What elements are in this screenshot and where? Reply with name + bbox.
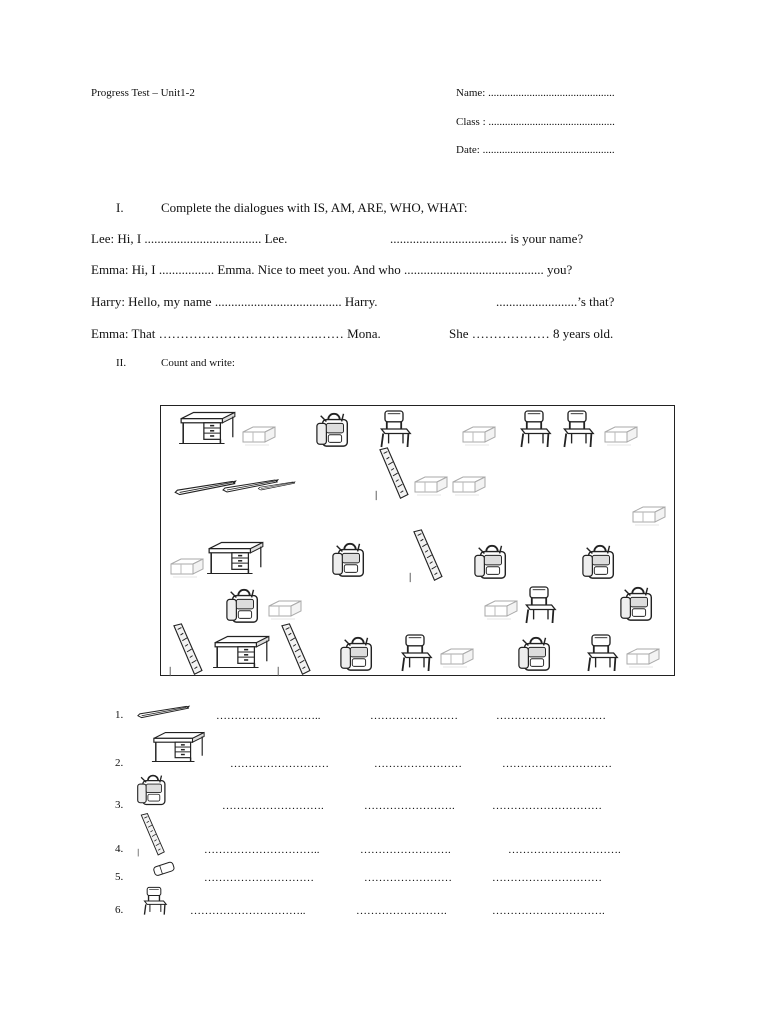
chair-icon xyxy=(559,408,595,450)
schoolbag-icon xyxy=(331,540,369,580)
eraser-icon xyxy=(437,646,477,668)
answer-5-blank-1[interactable]: ………………………… xyxy=(204,872,314,884)
class-field[interactable]: Class : .............................................. xyxy=(456,116,615,128)
ruler-icon xyxy=(407,528,447,584)
schoolbag-icon xyxy=(339,634,377,674)
eraser-icon xyxy=(629,504,669,526)
answer-4-blank-1[interactable]: ………………………….. xyxy=(204,844,320,856)
answer-number-4: 4. xyxy=(115,843,124,855)
answer-2-blank-1[interactable]: ……………………… xyxy=(230,758,329,770)
schoolbag-icon xyxy=(619,584,657,624)
desk-icon xyxy=(150,730,208,766)
answer-1-blank-3[interactable]: ………………………… xyxy=(496,710,606,722)
eraser-icon xyxy=(239,424,279,446)
name-field[interactable]: Name: .............................................. xyxy=(456,87,615,99)
eraser-icon xyxy=(449,474,489,496)
desk-icon xyxy=(211,634,273,672)
ruler-icon xyxy=(275,622,315,678)
section2-heading: Count and write: xyxy=(161,357,235,369)
chair-icon xyxy=(583,632,619,674)
pencil-icon xyxy=(136,704,192,720)
ruler-icon xyxy=(167,622,207,678)
answer-number-2: 2. xyxy=(115,757,124,769)
schoolbag-icon xyxy=(473,542,511,582)
chair-icon xyxy=(521,584,557,626)
answer-6-blank-2[interactable]: ……………………. xyxy=(356,905,447,917)
ruler-icon xyxy=(134,812,170,858)
ruler-icon xyxy=(373,446,413,502)
answer-number-5: 5. xyxy=(115,871,124,883)
dialogue-line-1a: Lee: Hi, I .................................... Lee. xyxy=(91,231,288,246)
eraser-icon xyxy=(411,474,451,496)
pencil-icon xyxy=(257,478,297,494)
dialogue-line-4b: She ……………… 8 years old. xyxy=(449,326,614,341)
test-title: Progress Test – Unit1-2 xyxy=(91,87,195,99)
eraser-icon xyxy=(601,424,641,446)
section1-heading: Complete the dialogues with IS, AM, ARE, WHO, WHAT: xyxy=(161,200,468,215)
answer-2-blank-3[interactable]: ………………………… xyxy=(502,758,612,770)
chair-icon xyxy=(397,632,433,674)
schoolbag-icon xyxy=(225,586,263,626)
answer-2-blank-2[interactable]: …………………… xyxy=(374,758,462,770)
chair-icon xyxy=(140,886,168,916)
eraser-icon xyxy=(150,860,180,878)
eraser-icon xyxy=(481,598,521,620)
answer-3-blank-1[interactable]: ………………………. xyxy=(222,800,324,812)
dialogue-line-3a: Harry: Hello, my name ....................................... Harry. xyxy=(91,294,378,309)
eraser-icon xyxy=(167,556,207,578)
eraser-icon xyxy=(623,646,663,668)
answer-1-blank-2[interactable]: …………………… xyxy=(370,710,458,722)
answer-5-blank-2[interactable]: …………………… xyxy=(364,872,452,884)
desk-icon xyxy=(205,540,267,578)
dialogue-line-1b: .................................... is your name? xyxy=(390,231,584,246)
schoolbag-icon xyxy=(315,410,353,450)
answer-number-6: 6. xyxy=(115,904,124,916)
answer-number-1: 1. xyxy=(115,709,124,721)
schoolbag-icon xyxy=(581,542,619,582)
answer-4-blank-2[interactable]: ……………………. xyxy=(360,844,451,856)
schoolbag-icon xyxy=(136,772,170,808)
dialogue-line-3b: .........................’s that? xyxy=(496,294,615,309)
date-field[interactable]: Date: ................................................ xyxy=(456,144,615,156)
answer-number-3: 3. xyxy=(115,799,124,811)
answer-3-blank-2[interactable]: ……………………. xyxy=(364,800,455,812)
dialogue-line-2: Emma: Hi, I ................. Emma. Nice to meet you. And who ........................................... you? xyxy=(91,262,573,277)
count-picture-frame xyxy=(160,405,675,676)
answer-5-blank-3[interactable]: ………………………… xyxy=(492,872,602,884)
answer-1-blank-1[interactable]: ……………………….. xyxy=(216,710,321,722)
dialogue-line-4a: Emma: That ……………………………….…… Mona. xyxy=(91,326,381,341)
eraser-icon xyxy=(459,424,499,446)
schoolbag-icon xyxy=(517,634,555,674)
chair-icon xyxy=(376,408,412,450)
answer-6-blank-3[interactable]: …………………………. xyxy=(492,905,605,917)
answer-4-blank-3[interactable]: …………………………. xyxy=(508,844,621,856)
section1-number: I. xyxy=(116,200,124,215)
desk-icon xyxy=(177,410,239,448)
eraser-icon xyxy=(265,598,305,620)
answer-3-blank-3[interactable]: ………………………… xyxy=(492,800,602,812)
section2-number: II. xyxy=(116,357,127,369)
chair-icon xyxy=(516,408,552,450)
answer-6-blank-1[interactable]: ………………………….. xyxy=(190,905,306,917)
